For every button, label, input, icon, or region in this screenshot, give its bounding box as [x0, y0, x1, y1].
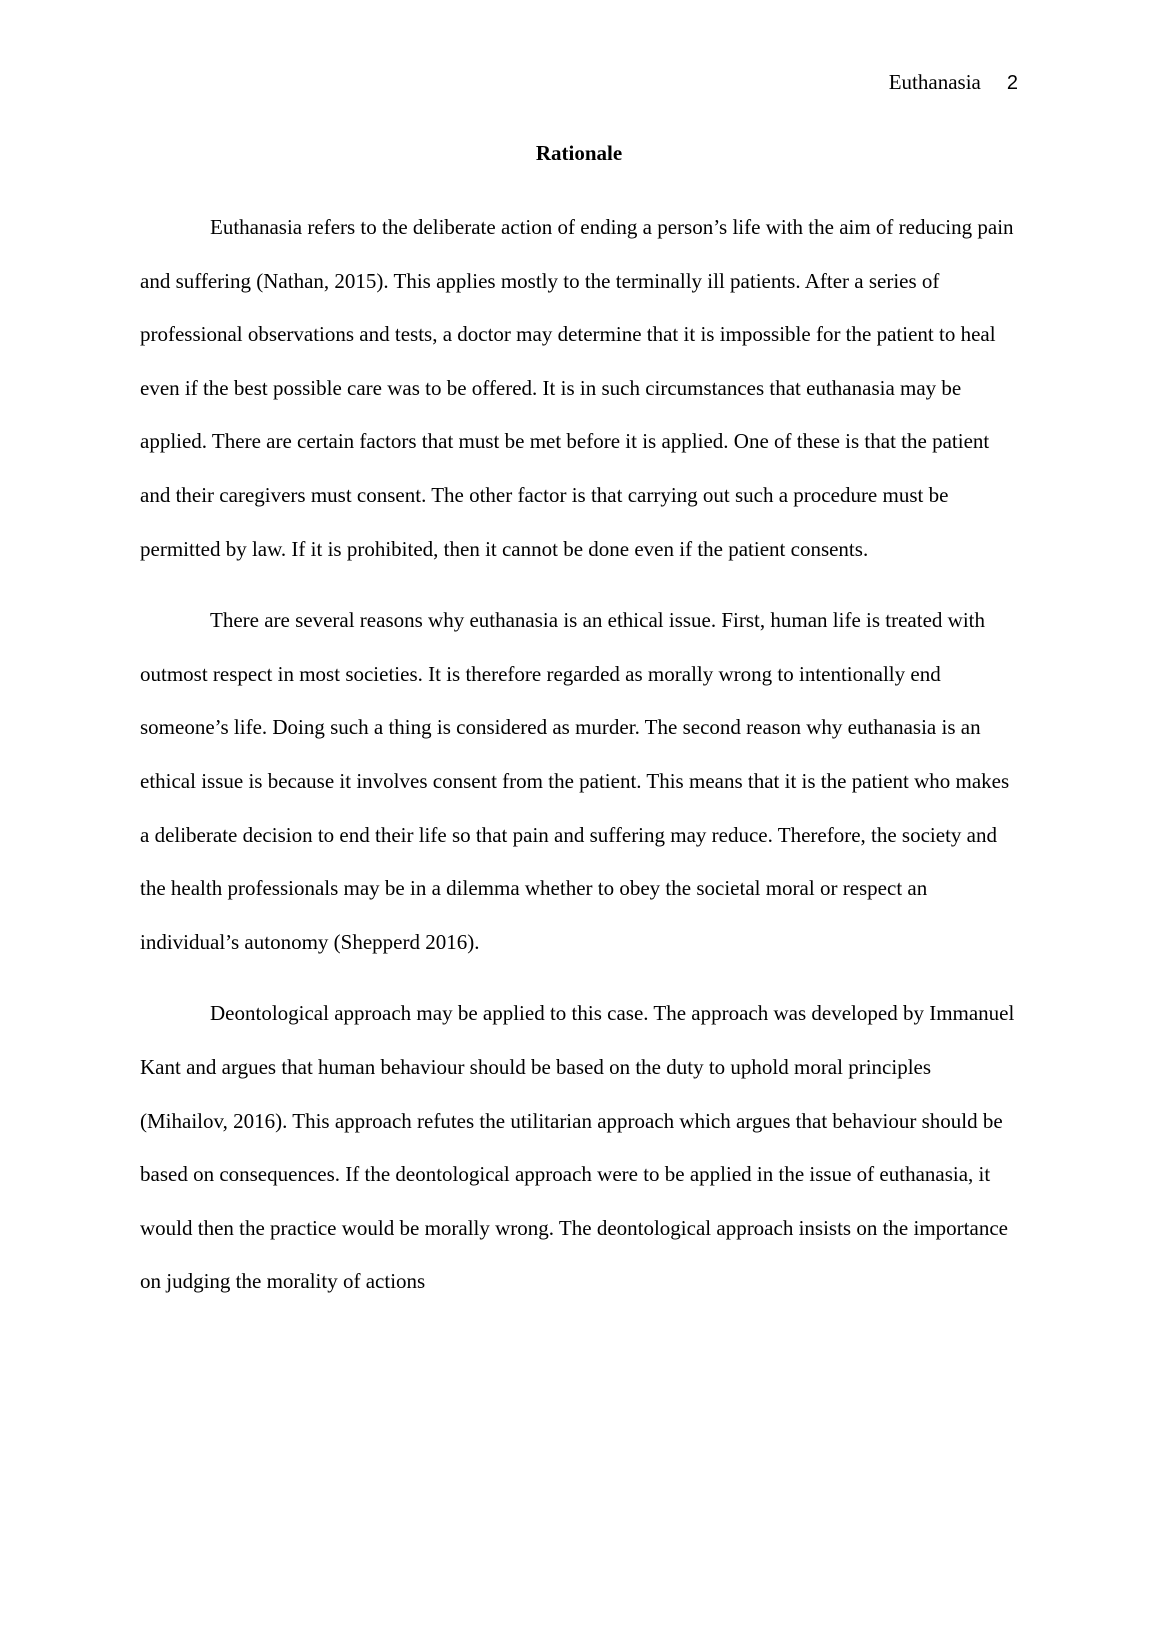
paragraph-3: Deontological approach may be applied to this case. The approach was developed by Immanuel Kant and argues that human behaviour should be based on the duty to uphold moral principles (Mihailov, 2016). This approach refutes the utilitarian approach which argues that behaviour should be based on consequences. If the deontological approach were to be applied in the issue of euthanasia, it would then the practice would be morally wrong. The deontological approach insists on the importance on judging the morality of actions — [140, 1001, 1015, 1294]
paragraph-1: Euthanasia refers to the deliberate action of ending a person’s life with the aim of reducing pain and suffering (Nathan, 2015). This applies mostly to the terminally ill patients. After a series of professional observations and tests, a doctor may determine that it is impossible for the patient to heal even if the best possible care was to be offered. It is in such circumstances that euthanasia may be applied. There are certain factors that must be met before it is applied. One of these is that the patient and their caregivers must consent. The other factor is that carrying out such a procedure must be permitted by law. If it is prohibited, then it cannot be done even if the patient consents. — [140, 215, 1014, 561]
running-title: Euthanasia — [888, 70, 981, 94]
running-header — [889, 68, 1018, 97]
body-text — [140, 201, 1020, 1327]
page-number: 2 — [1006, 72, 1018, 94]
paragraph-2: There are several reasons why euthanasia is an ethical issue. First, human life is treated with outmost respect in most societies. It is therefore regarded as morally wrong to intentionally end someone’s life. Doing such a thing is considered as murder. The second reason why euthanasia is an ethical issue is because it involves consent from the patient. This means that it is the patient who makes a deliberate decision to end their life so that pain and suffering may reduce. Therefore, the society and the health professionals may be in a dilemma whether to obey the societal moral or respect an individual’s autonomy (Shepperd 2016). — [140, 608, 1010, 954]
section-heading: Rationale — [535, 141, 623, 165]
